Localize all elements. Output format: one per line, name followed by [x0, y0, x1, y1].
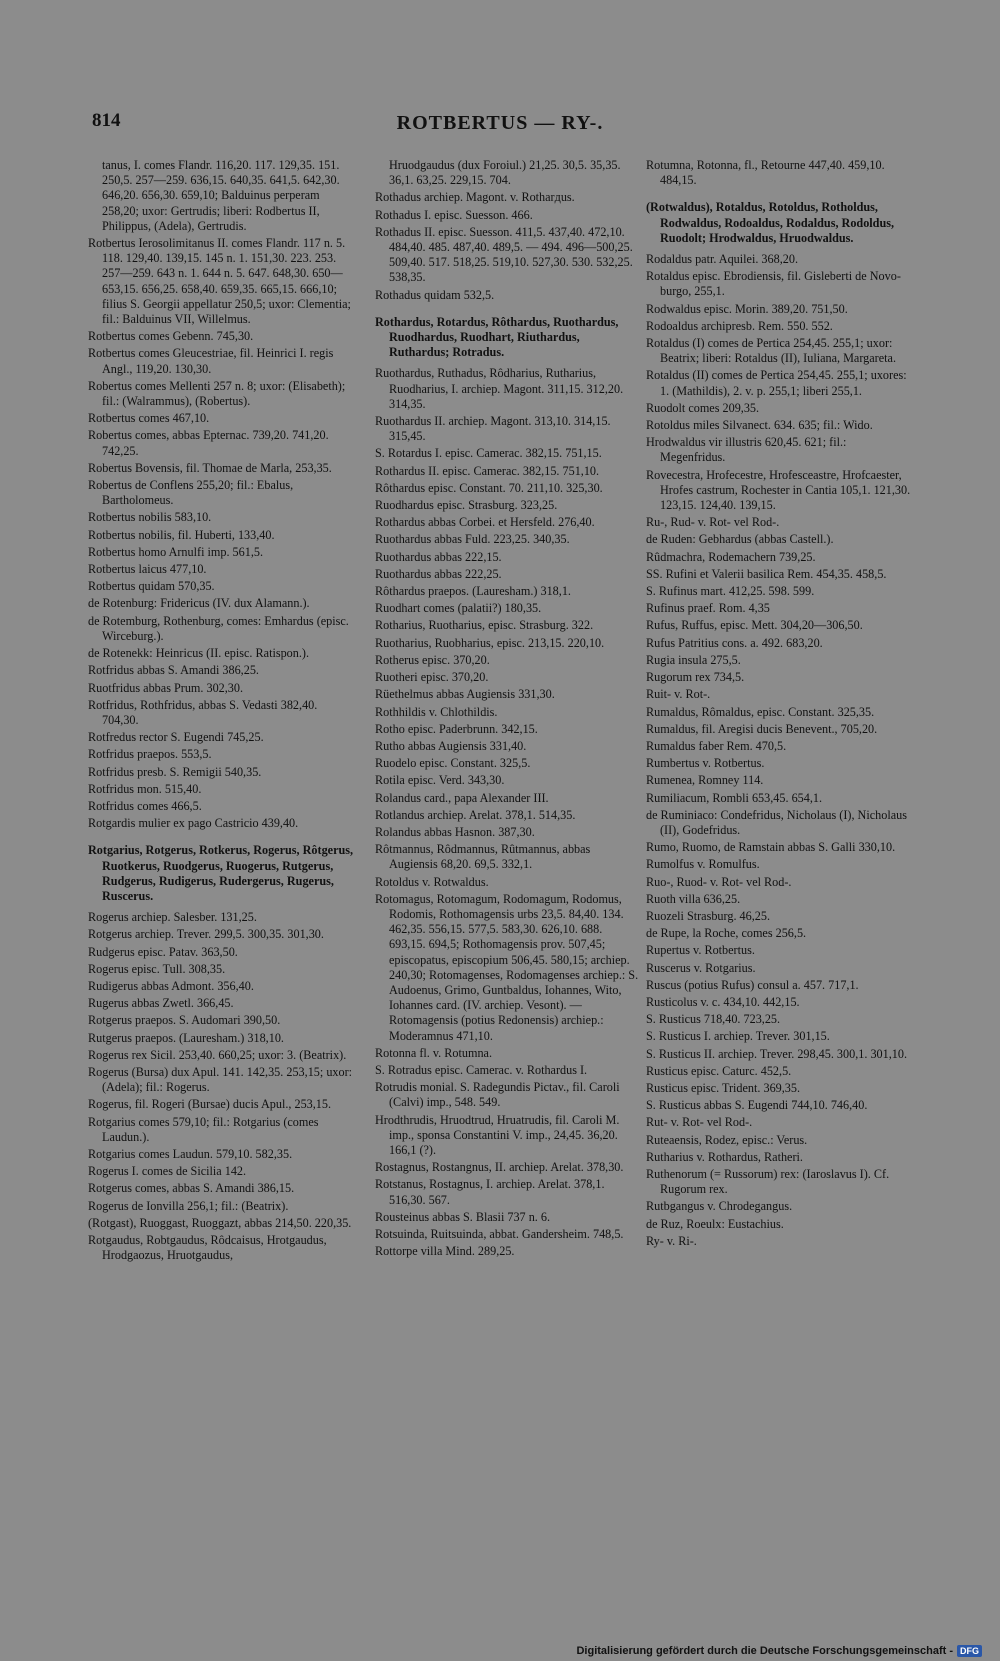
index-entry: Rotbertus nobilis 583,10. — [88, 510, 212, 525]
index-entry: Rumiliacum, Rombli 653,45. 654,1. — [646, 790, 823, 805]
index-entry: S. Rufinus mart. 412,25. 598. 599. — [646, 584, 815, 599]
index-entry: Rotbertus comes Gebenn. 745,30. — [88, 329, 254, 344]
index-entry: S. Rusticus 718,40. 723,25. — [646, 1012, 781, 1027]
index-entry: Rumaldus, Rômaldus, episc. Constant. 325,35. — [646, 704, 875, 719]
index-entry: de Rotenburg: Fridericus (IV. dux Alamann.). — [88, 596, 310, 611]
index-entry: Rugia insula 275,5. — [646, 652, 741, 667]
index-entry: Ruothardus abbas Fuld. 223,25. 340,35. — [375, 532, 570, 547]
index-entry: Ruo-, Ruod- v. Rot- vel Rod-. — [646, 874, 792, 889]
index-entry: Rodaldus patr. Aquilei. 368,20. — [646, 252, 798, 267]
index-entry: Rotfredus rector S. Eugendi 745,25. — [88, 730, 264, 745]
index-entry: S. Rusticus II. archiep. Trever. 298,45. 300,1. 301,10. — [646, 1046, 908, 1061]
index-entry: Rudigerus abbas Admont. 356,40. — [88, 978, 254, 993]
index-entry: Rotila episc. Verd. 343,30. — [375, 773, 505, 788]
index-entry: Rotgardis mulier ex pago Castricio 439,40. — [88, 816, 299, 831]
index-entry: Rotfridus, Rothfridus, abbas S. Vedasti 382,40. 704,30. — [88, 697, 318, 727]
column-3 — [646, 158, 912, 1538]
index-entry: Ruothardus abbas 222,25. — [375, 566, 502, 581]
index-entry: Ruodelo episc. Constant. 325,5. — [375, 756, 531, 771]
index-entry: Rusticus episc. Trident. 369,35. — [646, 1080, 801, 1095]
index-entry: Hrodwaldus vir illustris 620,45. 621; fil.: Megenfridus. — [646, 435, 847, 465]
index-entry: Rogerus rex Sicil. 253,40. 660,25; uxor: 3. (Beatrix). — [88, 1047, 347, 1062]
column-1 — [88, 158, 354, 1538]
index-entry: Rotrudis monial. S. Radegundis Pictav., fil. Caroli (Calvi) imp., 548. 549. — [375, 1080, 620, 1110]
index-entry: Rotgaudus, Robtgaudus, Rôdcaisus, Hrotgaudus, Hrodgaozus, Hruotgaudus, — [88, 1233, 327, 1263]
index-entry: Ruothardus, Ruthadus, Rôdharius, Rutharius, Ruodharius, I. archiep. Magont. 311,15. 312,20. 314,35. — [375, 366, 624, 411]
index-entry: Rôthardus episc. Constant. 70. 211,10. 325,30. — [375, 480, 603, 495]
index-entry: Rotoldus v. Rotwaldus. — [375, 874, 489, 889]
index-entry: Rumolfus v. Romulfus. — [646, 857, 760, 872]
dfg-logo: DFG — [957, 1645, 982, 1657]
index-entry: Rumenea, Romney 114. — [646, 773, 764, 788]
index-entry: Rogerus, fil. Rogeri (Bursae) ducis Apul., 253,15. — [88, 1097, 332, 1112]
index-entry: Rogerus I. comes de Sicilia 142. — [88, 1164, 247, 1179]
index-entry: Ruodhart comes (palatii?) 180,35. — [375, 601, 542, 616]
index-entry: Rotfridus comes 466,5. — [88, 798, 202, 813]
index-entry: Rutharius v. Rothardus, Ratheri. — [646, 1149, 803, 1164]
index-entry: Rutho abbas Augiensis 331,40. — [375, 738, 527, 753]
index-entry: Rotstanus, Rostagnus, I. archiep. Arelat. 378,1. 516,30. 567. — [375, 1177, 605, 1207]
index-entry: tanus, I. comes Flandr. 116,20. 117. 129,35. 151. 250,5. 257—259. 636,15. 640,35. 641,5. 642,30. 646,20. 656,30. 659,10; Balduinus perperam 258,20; uxor: Gertrudis; liberi: Rodbertus II, Philippus, (Adela), Gertrudis. — [102, 158, 340, 233]
footer-text: Digitalisierung gefördert durch die Deutsche Forschungsgemeinschaft - — [576, 1645, 953, 1657]
index-entry: (Rotgast), Ruoggast, Ruoggazt, abbas 214,50. 220,35. — [88, 1215, 352, 1230]
index-entry: Rotho episc. Paderbrunn. 342,15. — [375, 721, 538, 736]
index-entry: Rogerus de Ionvilla 256,1; fil.: (Beatrix). — [88, 1198, 289, 1213]
index-entry: Ruotheri episc. 370,20. — [375, 670, 489, 685]
index-entry: Ruthenorum (= Russorum) rex: (Iaroslavus I). Cf. Rugorum rex. — [646, 1166, 890, 1197]
index-entry: Rumbertus v. Rotbertus. — [646, 756, 765, 771]
index-entry: Ruoth villa 636,25. — [646, 891, 741, 906]
index-entry: Rotomagus, Rotomagum, Rodomagum, Rodomus, Rodomis, Rothomagensis urbs 23,5. 84,40. 134. 462,35. 556,15. 577,5. 583,30. 626,10. 688. 693,15. 694,5; Rothomagensis prov. 507,45; episcopatus, episcopium 506,45. 580,15; archiep. 240,30; Rotomagenses, Rodomagenses archiep.: S. Audoenus, Grimo, Guntbaldus, Iohannes, Wito, Iohannes card. (IV. archiep. Vesont). — Rotomagensis (potius Redonensis) archiep.: Moderamnus 471,10. — [375, 891, 639, 1043]
index-entry: Rogerus (Bursa) dux Apul. 141. 142,35. 253,15; uxor: (Adela); fil.: Rogerus. — [88, 1064, 353, 1095]
index-entry: Rugerus abbas Zwetl. 366,45. — [88, 996, 234, 1011]
index-entry: Rotbertus comes 467,10. — [88, 411, 210, 426]
index-entry: Ruscus (potius Rufus) consul a. 457. 717,1. — [646, 977, 859, 992]
index-entry: Rufus, Ruffus, episc. Mett. 304,20—306,50. — [646, 618, 863, 633]
index-entry: Rotgerus archiep. Trever. 299,5. 300,35. 301,30. — [88, 927, 324, 942]
index-entry: Rotgerus comes, abbas S. Amandi 386,15. — [88, 1181, 295, 1196]
index-entry: Rogerus archiep. Salesber. 131,25. — [88, 910, 257, 925]
index-entry: de Ruden: Gebhardus (abbas Castell.). — [646, 532, 834, 547]
index-entry: Rotharius, Ruotharius, episc. Strasburg. 322. — [375, 618, 594, 633]
footer — [576, 1645, 982, 1657]
index-entry: Rumaldus, fil. Aregisi ducis Benevent., 705,20. — [646, 721, 878, 736]
index-entry: Ruozeli Strasburg. 46,25. — [646, 908, 771, 923]
index-entry: Rotaldus episc. Ebrodiensis, fil. Gisleberti de Novo-burgo, 255,1. — [646, 269, 901, 299]
index-entry: Rodoaldus archipresb. Rem. 550. 552. — [646, 318, 833, 333]
index-entry: Rothadus archiep. Magont. v. Rotharдus. — [375, 190, 575, 205]
index-entry: Rotfridus abbas S. Amandi 386,25. — [88, 663, 259, 678]
index-entry: S. Rusticus abbas S. Eugendi 744,10. 746,40. — [646, 1098, 868, 1113]
index-entry: Rüethelmus abbas Augiensis 331,30. — [375, 687, 555, 702]
index-entry: Rolandus card., papa Alexander III. — [375, 790, 549, 805]
index-entry: Rogerus episc. Tull. 308,35. — [88, 961, 226, 976]
index-entry: Rôtmannus, Rôdmannus, Rûtmannus, abbas Augiensis 68,20. 69,5. 332,1. — [375, 842, 591, 872]
index-entry: Rupertus v. Rotbertus. — [646, 943, 755, 958]
index-entry: Rottorpe villa Mind. 289,25. — [375, 1244, 515, 1259]
index-entry: Rumo, Ruomo, de Ramstain abbas S. Galli 330,10. — [646, 840, 896, 855]
index-entry: Rotbertus nobilis, fil. Huberti, 133,40. — [88, 527, 275, 542]
running-head: ROTBERTUS — RY-. — [396, 112, 604, 134]
index-entry: Rotbertus homo Arnulfi imp. 561,5. — [88, 544, 264, 559]
index-entry: de Ruminiaco: Condefridus, Nicholaus (I), Nicholaus (II), Godefridus. — [646, 807, 907, 837]
index-entry: Robertus comes Mellenti 257 n. 8; uxor: (Elisabeth); fil.: (Walrammus), (Robertus). — [88, 378, 346, 409]
index-entry: Rothadus II. episc. Suesson. 411,5. 437,40. 472,10. 484,40. 485. 487,40. 489,5. — 494. 496—500,25. 509,40. 517. 518,25. 519,10. 527,30. 530. 532,25. 538,35. — [375, 224, 633, 285]
index-entry: Ru-, Rud- v. Rot- vel Rod-. — [646, 515, 780, 530]
index-entry: Ruothardus II. archiep. Magont. 313,10. 314,15. 315,45. — [375, 414, 611, 444]
index-entry: Rodwaldus episc. Morin. 389,20. 751,50. — [646, 301, 848, 316]
index-entry: Rotgarius comes Laudun. 579,10. 582,35. — [88, 1146, 293, 1161]
index-entry: S. Rotradus episc. Camerac. v. Rothardus I. — [375, 1062, 588, 1077]
index-entry: Rotbertus laicus 477,10. — [88, 562, 207, 577]
group-heading: Rotgarius, Rotgerus, Rotkerus, Rogerus, Rôtgerus, Ruotkerus, Ruodgerus, Ruogerus, Rutgerus, Rudgerus, Rudigerus, Rudergerus, Rugerus, Ruscerus. — [88, 843, 354, 903]
index-entry: Ruodhardus episc. Strasburg. 323,25. — [375, 498, 558, 513]
index-entry: Rut- v. Rot- vel Rod-. — [646, 1115, 753, 1130]
index-entry: Rutbgangus v. Chrodegangus. — [646, 1199, 793, 1214]
index-entry: SS. Rufini et Valerii basilica Rem. 454,35. 458,5. — [646, 566, 887, 581]
index-entry: Rotlandus archiep. Arelat. 378,1. 514,35. — [375, 807, 576, 822]
index-entry: Ruothardus abbas 222,15. — [375, 549, 502, 564]
index-entry: Rothadus I. episc. Suesson. 466. — [375, 207, 533, 222]
index-entry: Rotaldus (II) comes de Pertica 254,45. 255,1; uxores: 1. (Mathildis), 2. v. p. 255,1; liberi 255,1. — [646, 368, 907, 398]
index-entry: Ruscerus v. Rotgarius. — [646, 960, 756, 975]
index-entry: Rothadus quidam 532,5. — [375, 287, 495, 302]
index-entry: de Rotenekk: Heinricus (II. episc. Ratispon.). — [88, 646, 310, 661]
index-entry: Rotfridus presb. S. Remigii 540,35. — [88, 764, 262, 779]
index-entry: Rumaldus faber Rem. 470,5. — [646, 738, 787, 753]
index-entry: Rutgerus praepos. (Lauresham.) 318,10. — [88, 1030, 284, 1045]
index-entry: Rusticolus v. c. 434,10. 442,15. — [646, 994, 800, 1009]
index-entry: Rostagnus, Rostangnus, II. archiep. Arelat. 378,30. — [375, 1160, 624, 1175]
index-entry: Ruteaensis, Rodez, episc.: Verus. — [646, 1132, 808, 1147]
index-entry: Rolandus abbas Hasnon. 387,30. — [375, 824, 535, 839]
index-entry: de Ruz, Roeulx: Eustachius. — [646, 1216, 784, 1231]
index-columns — [88, 158, 930, 1538]
index-entry: Rotfridus mon. 515,40. — [88, 781, 202, 796]
index-entry: Rotbertus quidam 570,35. — [88, 579, 215, 594]
index-entry: Rotbertus comes Gleucestriae, fil. Heinrici I. regis Angl., 119,20. 130,30. — [88, 346, 334, 376]
index-entry: Rothardus II. episc. Camerac. 382,15. 751,10. — [375, 463, 600, 478]
index-entry: Rufinus praef. Rom. 4,35 — [646, 601, 770, 616]
index-entry: Ruotfridus abbas Prum. 302,30. — [88, 680, 244, 695]
index-entry: Rotoldus miles Silvanect. 634. 635; fil.: Wido. — [646, 418, 873, 433]
index-entry: Rotaldus (I) comes de Pertica 254,45. 255,1; uxor: Beatrix; liberi: Rotaldus (II), Iuliana, Margareta. — [646, 336, 896, 366]
group-heading: Rothardus, Rotardus, Rôthardus, Ruothardus, Ruodhardus, Ruodhart, Riuthardus, Ruthardus; Rotradus. — [375, 314, 619, 360]
index-entry: Ruit- v. Rot-. — [646, 687, 711, 702]
index-entry: S. Rusticus I. archiep. Trever. 301,15. — [646, 1029, 830, 1044]
page-number: 814 — [92, 110, 121, 131]
index-entry: Rugorum rex 734,5. — [646, 670, 745, 685]
index-entry: Rotfridus praepos. 553,5. — [88, 747, 212, 762]
index-entry: Ruodolt comes 209,35. — [646, 400, 760, 415]
index-entry: Rotgerus praepos. S. Audomari 390,50. — [88, 1013, 281, 1028]
index-entry: Rovecestra, Hrofecestre, Hrofesceastre, Hrofcaester, Hrofes castrum, Rochester in Cantia 105,1. 121,30. 123,15. 124,40. 139,15. — [646, 467, 911, 513]
index-entry: Rotsuinda, Ruitsuinda, abbat. Gandersheim. 748,5. — [375, 1227, 624, 1241]
index-entry: Rotherus episc. 370,20. — [375, 652, 490, 667]
index-entry: Rotgarius comes 579,10; fil.: Rotgarius (comes Laudun.). — [88, 1114, 319, 1144]
index-entry: Rûdmachra, Rodemachern 739,25. — [646, 549, 816, 564]
index-entry: Rufus Patritius cons. a. 492. 683,20. — [646, 635, 823, 650]
index-entry: Robertus comes, abbas Epternac. 739,20. 741,20. 742,25. — [88, 428, 329, 458]
column-2 — [375, 158, 641, 1538]
index-entry: Ruotharius, Ruobharius, episc. 213,15. 220,10. — [375, 635, 605, 650]
index-entry: Rusticus episc. Caturc. 452,5. — [646, 1063, 792, 1078]
index-entry: Rothardus abbas Corbei. et Hersfeld. 276,40. — [375, 515, 595, 530]
index-entry: Ry- v. Ri-. — [646, 1233, 697, 1248]
group-heading: (Rotwaldus), Rotaldus, Rotoldus, Rotholdus, Rodwaldus, Rodoaldus, Rodaldus, Rodoldus, Ruodolt; Hrodwaldus, Hruodwaldus. — [646, 200, 895, 245]
index-entry: Rudgerus episc. Patav. 363,50. — [88, 944, 238, 959]
index-entry: Rotbertus Ierosolimitanus II. comes Flandr. 117 n. 5. 118. 129,40. 139,15. 145 n. 1. 151,30. 223. 253. 257—259. 643 n. 1. 644 n. 5. 647. 648,30. 650—653,15. 656,25. 658,40. 659,35. 665,15. 666,10; filius S. Georgii appellatur 250,5; uxor: Clementia; fil.: Balduinus VII, Willelmus. — [88, 236, 351, 327]
index-entry: S. Rotardus I. episc. Camerac. 382,15. 751,15. — [375, 446, 602, 461]
index-entry: Robertus de Conflens 255,20; fil.: Ebalus, Bartholomeus. — [88, 478, 294, 508]
index-entry: Rothhildis v. Chlothildis. — [375, 704, 498, 719]
index-entry: Rotumna, Rotonna, fl., Retourne 447,40. 459,10. 484,15. — [646, 158, 885, 188]
index-entry: Robertus Bovensis, fil. Thomae de Marla, 253,35. — [88, 460, 332, 475]
index-entry: de Rotemburg, Rothenburg, comes: Emhardus (episc. Wirceburg.). — [88, 613, 349, 643]
index-entry: Hrodthrudis, Hruodtrud, Hruatrudis, fil. Caroli M. imp., sponsa Constantini V. imp., 24,45. 36,20. 166,1 (?). — [375, 1112, 620, 1157]
index-entry: Hruodgaudus (dux Foroiul.) 21,25. 30,5. 35,35. 36,1. 63,25. 229,15. 704. — [389, 158, 621, 188]
index-entry: Rôthardus praepos. (Lauresham.) 318,1. — [375, 584, 571, 599]
index-entry: Rousteinus abbas S. Blasii 737 n. 6. — [375, 1209, 551, 1224]
index-entry: de Rupe, la Roche, comes 256,5. — [646, 926, 807, 941]
index-entry: Rotonna fl. v. Rotumna. — [375, 1045, 493, 1060]
